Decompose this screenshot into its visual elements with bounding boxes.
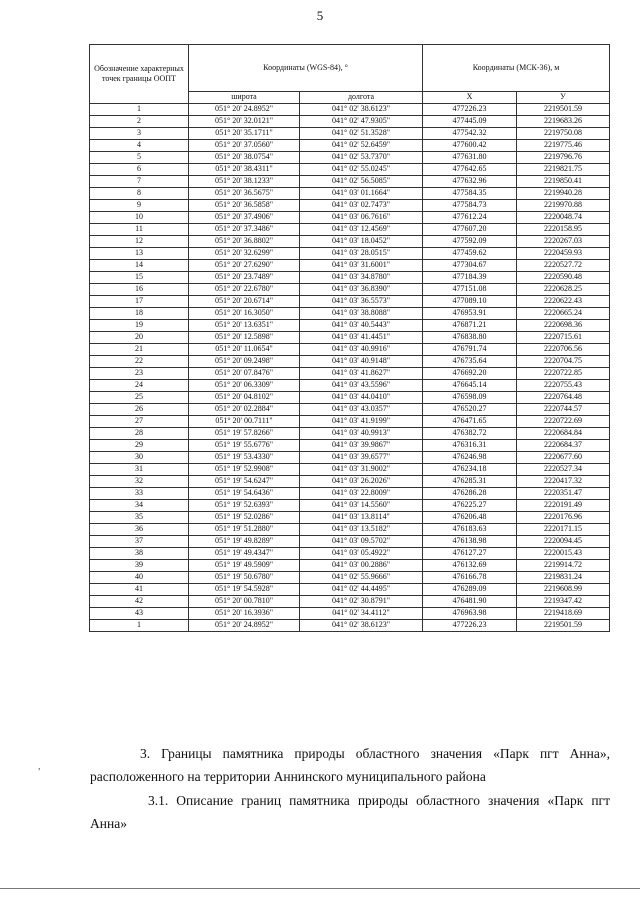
table-row xyxy=(90,608,610,620)
point-number-cell: 39 xyxy=(90,560,189,572)
boundary-coordinates-table xyxy=(89,44,610,632)
table-row xyxy=(90,140,610,152)
latitude-cell: 051° 19' 51.2880" xyxy=(189,524,300,536)
table-row xyxy=(90,476,610,488)
latitude-cell: 051° 20' 20.6714" xyxy=(189,296,300,308)
point-number-cell: 3 xyxy=(90,128,189,140)
latitude-cell: 051° 19' 49.4347" xyxy=(189,548,300,560)
y-coordinate-cell: 2220704.75 xyxy=(517,356,610,368)
table-row xyxy=(90,464,610,476)
table-row xyxy=(90,392,610,404)
latitude-cell: 051° 20' 02.2884" xyxy=(189,404,300,416)
latitude-cell: 051° 19' 53.4330" xyxy=(189,452,300,464)
latitude-cell: 051° 20' 35.1711" xyxy=(189,128,300,140)
latitude-cell: 051° 19' 54.6247" xyxy=(189,476,300,488)
table-row xyxy=(90,164,610,176)
y-coordinate-cell: 2220744.57 xyxy=(517,404,610,416)
point-number-cell: 40 xyxy=(90,572,189,584)
point-number-cell: 35 xyxy=(90,512,189,524)
x-coordinate-cell: 477632.96 xyxy=(423,176,517,188)
table-row xyxy=(90,596,610,608)
latitude-cell: 051° 20' 04.8102" xyxy=(189,392,300,404)
x-coordinate-cell: 476289.09 xyxy=(423,584,517,596)
table-row xyxy=(90,320,610,332)
y-coordinate-cell: 2220417.32 xyxy=(517,476,610,488)
latitude-cell: 051° 19' 49.5909" xyxy=(189,560,300,572)
latitude-cell: 051° 19' 54.5928" xyxy=(189,584,300,596)
latitude-cell: 051° 20' 00.7810" xyxy=(189,596,300,608)
longitude-cell: 041° 03' 41.9199" xyxy=(300,416,423,428)
point-number-cell: 9 xyxy=(90,200,189,212)
latitude-cell: 051° 19' 52.9908" xyxy=(189,464,300,476)
table-body xyxy=(90,104,610,632)
y-coordinate-cell: 2220171.15 xyxy=(517,524,610,536)
x-coordinate-cell: 476481.90 xyxy=(423,596,517,608)
y-coordinate-cell: 2220267.03 xyxy=(517,236,610,248)
table-row xyxy=(90,284,610,296)
y-coordinate-cell: 2219914.72 xyxy=(517,560,610,572)
table-row xyxy=(90,512,610,524)
x-coordinate-cell: 477445.09 xyxy=(423,116,517,128)
latitude-cell: 051° 20' 27.6290" xyxy=(189,260,300,272)
y-coordinate-cell: 2219683.26 xyxy=(517,116,610,128)
latitude-cell: 051° 20' 32.6299" xyxy=(189,248,300,260)
x-coordinate-cell: 476132.69 xyxy=(423,560,517,572)
x-coordinate-cell: 477184.39 xyxy=(423,272,517,284)
longitude-cell: 041° 03' 31.6001" xyxy=(300,260,423,272)
x-coordinate-cell: 477584.35 xyxy=(423,188,517,200)
latitude-cell: 051° 20' 11.0654" xyxy=(189,344,300,356)
header-y: У xyxy=(517,92,610,104)
point-number-cell: 5 xyxy=(90,152,189,164)
table-row xyxy=(90,572,610,584)
latitude-cell: 051° 19' 52.6393" xyxy=(189,500,300,512)
longitude-cell: 041° 03' 05.4922" xyxy=(300,548,423,560)
x-coordinate-cell: 477600.42 xyxy=(423,140,517,152)
table-row xyxy=(90,128,610,140)
y-coordinate-cell: 2219821.75 xyxy=(517,164,610,176)
latitude-cell: 051° 20' 38.0754" xyxy=(189,152,300,164)
y-coordinate-cell: 2220459.93 xyxy=(517,248,610,260)
point-number-cell: 32 xyxy=(90,476,189,488)
x-coordinate-cell: 476183.63 xyxy=(423,524,517,536)
point-number-cell: 42 xyxy=(90,596,189,608)
table-row xyxy=(90,548,610,560)
longitude-cell: 041° 03' 12.4569" xyxy=(300,224,423,236)
y-coordinate-cell: 2220684.37 xyxy=(517,440,610,452)
point-number-cell: 11 xyxy=(90,224,189,236)
x-coordinate-cell: 477542.32 xyxy=(423,128,517,140)
point-number-cell: 38 xyxy=(90,548,189,560)
y-coordinate-cell: 2220191.49 xyxy=(517,500,610,512)
point-number-cell: 29 xyxy=(90,440,189,452)
point-number-cell: 6 xyxy=(90,164,189,176)
latitude-cell: 051° 20' 16.3936" xyxy=(189,608,300,620)
longitude-cell: 041° 03' 31.9002" xyxy=(300,464,423,476)
longitude-cell: 041° 03' 39.9867" xyxy=(300,440,423,452)
point-number-cell: 2 xyxy=(90,116,189,128)
latitude-cell: 051° 20' 32.0121" xyxy=(189,116,300,128)
header-longitude: долгота xyxy=(300,92,423,104)
x-coordinate-cell: 476285.31 xyxy=(423,476,517,488)
point-number-cell: 20 xyxy=(90,332,189,344)
x-coordinate-cell: 476382.72 xyxy=(423,428,517,440)
point-number-cell: 24 xyxy=(90,380,189,392)
longitude-cell: 041° 02' 56.5085" xyxy=(300,176,423,188)
point-number-cell: 12 xyxy=(90,236,189,248)
longitude-cell: 041° 03' 26.2026" xyxy=(300,476,423,488)
latitude-cell: 051° 20' 36.5675" xyxy=(189,188,300,200)
latitude-cell: 051° 19' 54.6436" xyxy=(189,488,300,500)
section-3-heading: 3. Границы памятника природы областного значения «Парк пгт Анна», расположенного на территории Аннинского муниципального района xyxy=(90,746,610,784)
header-msk36: Координаты (МСК-36), м xyxy=(423,45,610,92)
latitude-cell: 051° 20' 37.0560" xyxy=(189,140,300,152)
latitude-cell: 051° 20' 06.3309" xyxy=(189,380,300,392)
y-coordinate-cell: 2220722.69 xyxy=(517,416,610,428)
x-coordinate-cell: 477642.65 xyxy=(423,164,517,176)
table-row xyxy=(90,584,610,596)
point-number-cell: 36 xyxy=(90,524,189,536)
point-number-cell: 25 xyxy=(90,392,189,404)
page-number: 5 xyxy=(316,8,324,23)
x-coordinate-cell: 476138.98 xyxy=(423,536,517,548)
point-number-cell: 16 xyxy=(90,284,189,296)
latitude-cell: 051° 20' 00.7111" xyxy=(189,416,300,428)
latitude-cell: 051° 20' 38.1233" xyxy=(189,176,300,188)
latitude-cell: 051° 20' 36.5858" xyxy=(189,200,300,212)
y-coordinate-cell: 2219940.28 xyxy=(517,188,610,200)
longitude-cell: 041° 02' 55.0245" xyxy=(300,164,423,176)
point-number-cell: 7 xyxy=(90,176,189,188)
table-row xyxy=(90,248,610,260)
table-row xyxy=(90,224,610,236)
x-coordinate-cell: 476598.09 xyxy=(423,392,517,404)
table-row xyxy=(90,176,610,188)
table-row xyxy=(90,332,610,344)
header-point-designation: Обозначение характерных точек границы ООПТ xyxy=(90,45,189,104)
y-coordinate-cell: 2220665.24 xyxy=(517,308,610,320)
y-coordinate-cell: 2219750.08 xyxy=(517,128,610,140)
x-coordinate-cell: 476735.64 xyxy=(423,356,517,368)
point-number-cell: 8 xyxy=(90,188,189,200)
table-row xyxy=(90,260,610,272)
y-coordinate-cell: 2220527.34 xyxy=(517,464,610,476)
y-coordinate-cell: 2219796.76 xyxy=(517,152,610,164)
y-coordinate-cell: 2220048.74 xyxy=(517,212,610,224)
x-coordinate-cell: 476645.14 xyxy=(423,380,517,392)
longitude-cell: 041° 03' 06.7616" xyxy=(300,212,423,224)
x-coordinate-cell: 477226.23 xyxy=(423,620,517,632)
longitude-cell: 041° 03' 14.5560" xyxy=(300,500,423,512)
longitude-cell: 041° 03' 02.7473" xyxy=(300,200,423,212)
latitude-cell: 051° 20' 22.6780" xyxy=(189,284,300,296)
table-row xyxy=(90,536,610,548)
table-row xyxy=(90,344,610,356)
y-coordinate-cell: 2220684.84 xyxy=(517,428,610,440)
latitude-cell: 051° 20' 38.4311" xyxy=(189,164,300,176)
table-row xyxy=(90,416,610,428)
longitude-cell: 041° 02' 44.4495" xyxy=(300,584,423,596)
table-row xyxy=(90,524,610,536)
y-coordinate-cell: 2219418.69 xyxy=(517,608,610,620)
point-number-cell: 30 xyxy=(90,452,189,464)
y-coordinate-cell: 2219608.99 xyxy=(517,584,610,596)
point-number-cell: 17 xyxy=(90,296,189,308)
point-number-cell: 43 xyxy=(90,608,189,620)
table-row xyxy=(90,212,610,224)
section-3-1-heading: 3.1. Описание границ памятника природы областного значения «Парк пгт Анна» xyxy=(90,793,610,831)
x-coordinate-cell: 477607.20 xyxy=(423,224,517,236)
margin-mark: , xyxy=(38,761,41,772)
longitude-cell: 041° 03' 41.8627" xyxy=(300,368,423,380)
point-number-cell: 37 xyxy=(90,536,189,548)
point-number-cell: 26 xyxy=(90,404,189,416)
longitude-cell: 041° 03' 40.9916" xyxy=(300,344,423,356)
latitude-cell: 051° 20' 09.2498" xyxy=(189,356,300,368)
longitude-cell: 041° 03' 40.9148" xyxy=(300,356,423,368)
latitude-cell: 051° 19' 57.8266" xyxy=(189,428,300,440)
longitude-cell: 041° 03' 36.5573" xyxy=(300,296,423,308)
x-coordinate-cell: 476692.20 xyxy=(423,368,517,380)
latitude-cell: 051° 19' 55.6776" xyxy=(189,440,300,452)
point-number-cell: 22 xyxy=(90,356,189,368)
x-coordinate-cell: 476871.21 xyxy=(423,320,517,332)
latitude-cell: 051° 19' 49.8289" xyxy=(189,536,300,548)
longitude-cell: 041° 03' 38.8088" xyxy=(300,308,423,320)
x-coordinate-cell: 476225.27 xyxy=(423,500,517,512)
latitude-cell: 051° 20' 24.8952" xyxy=(189,620,300,632)
x-coordinate-cell: 476316.31 xyxy=(423,440,517,452)
longitude-cell: 041° 03' 44.0410" xyxy=(300,392,423,404)
latitude-cell: 051° 20' 13.6351" xyxy=(189,320,300,332)
y-coordinate-cell: 2220755.43 xyxy=(517,380,610,392)
longitude-cell: 041° 02' 38.6123" xyxy=(300,104,423,116)
x-coordinate-cell: 477151.08 xyxy=(423,284,517,296)
x-coordinate-cell: 476246.98 xyxy=(423,452,517,464)
x-coordinate-cell: 476838.80 xyxy=(423,332,517,344)
y-coordinate-cell: 2220351.47 xyxy=(517,488,610,500)
point-number-cell: 31 xyxy=(90,464,189,476)
longitude-cell: 041° 02' 51.3528" xyxy=(300,128,423,140)
point-number-cell: 14 xyxy=(90,260,189,272)
latitude-cell: 051° 20' 07.8476" xyxy=(189,368,300,380)
x-coordinate-cell: 477459.62 xyxy=(423,248,517,260)
x-coordinate-cell: 476953.91 xyxy=(423,308,517,320)
point-number-cell: 19 xyxy=(90,320,189,332)
y-coordinate-cell: 2220706.56 xyxy=(517,344,610,356)
table-row xyxy=(90,440,610,452)
longitude-cell: 041° 02' 38.6123" xyxy=(300,620,423,632)
x-coordinate-cell: 476471.65 xyxy=(423,416,517,428)
y-coordinate-cell: 2220722.85 xyxy=(517,368,610,380)
x-coordinate-cell: 476127.27 xyxy=(423,548,517,560)
header-wgs84: Координаты (WGS-84), ° xyxy=(189,45,423,92)
y-coordinate-cell: 2220590.48 xyxy=(517,272,610,284)
latitude-cell: 051° 20' 36.8802" xyxy=(189,236,300,248)
longitude-cell: 041° 02' 55.9666" xyxy=(300,572,423,584)
x-coordinate-cell: 476520.27 xyxy=(423,404,517,416)
header-latitude: широта xyxy=(189,92,300,104)
table-row xyxy=(90,200,610,212)
x-coordinate-cell: 477226.23 xyxy=(423,104,517,116)
bottom-divider xyxy=(0,888,640,889)
x-coordinate-cell: 476166.78 xyxy=(423,572,517,584)
y-coordinate-cell: 2219831.24 xyxy=(517,572,610,584)
table-row xyxy=(90,188,610,200)
longitude-cell: 041° 03' 01.1664" xyxy=(300,188,423,200)
longitude-cell: 041° 03' 22.8009" xyxy=(300,488,423,500)
longitude-cell: 041° 03' 00.2886" xyxy=(300,560,423,572)
longitude-cell: 041° 03' 40.9913" xyxy=(300,428,423,440)
y-coordinate-cell: 2220094.45 xyxy=(517,536,610,548)
point-number-cell: 34 xyxy=(90,500,189,512)
latitude-cell: 051° 20' 16.3050" xyxy=(189,308,300,320)
longitude-cell: 041° 02' 53.7370" xyxy=(300,152,423,164)
latitude-cell: 051° 20' 23.7489" xyxy=(189,272,300,284)
table-row xyxy=(90,356,610,368)
latitude-cell: 051° 20' 37.3486" xyxy=(189,224,300,236)
point-number-cell: 21 xyxy=(90,344,189,356)
x-coordinate-cell: 476234.18 xyxy=(423,464,517,476)
point-number-cell: 18 xyxy=(90,308,189,320)
point-number-cell: 4 xyxy=(90,140,189,152)
y-coordinate-cell: 2220176.96 xyxy=(517,512,610,524)
longitude-cell: 041° 03' 36.8390" xyxy=(300,284,423,296)
latitude-cell: 051° 20' 24.8952" xyxy=(189,104,300,116)
table-row xyxy=(90,368,610,380)
longitude-cell: 041° 03' 18.0452" xyxy=(300,236,423,248)
latitude-cell: 051° 20' 12.5898" xyxy=(189,332,300,344)
y-coordinate-cell: 2219970.88 xyxy=(517,200,610,212)
longitude-cell: 041° 02' 52.6459" xyxy=(300,140,423,152)
header-x: X xyxy=(423,92,517,104)
y-coordinate-cell: 2220527.72 xyxy=(517,260,610,272)
longitude-cell: 041° 03' 41.4451" xyxy=(300,332,423,344)
point-number-cell: 41 xyxy=(90,584,189,596)
y-coordinate-cell: 2220158.95 xyxy=(517,224,610,236)
x-coordinate-cell: 477304.67 xyxy=(423,260,517,272)
x-coordinate-cell: 476963.98 xyxy=(423,608,517,620)
longitude-cell: 041° 03' 28.0515" xyxy=(300,248,423,260)
table-row xyxy=(90,500,610,512)
longitude-cell: 041° 03' 39.6577" xyxy=(300,452,423,464)
table-row xyxy=(90,296,610,308)
y-coordinate-cell: 2220628.25 xyxy=(517,284,610,296)
table-row xyxy=(90,152,610,164)
x-coordinate-cell: 476286.28 xyxy=(423,488,517,500)
y-coordinate-cell: 2219850.41 xyxy=(517,176,610,188)
longitude-cell: 041° 03' 43.5596" xyxy=(300,380,423,392)
longitude-cell: 041° 02' 34.4112" xyxy=(300,608,423,620)
x-coordinate-cell: 477089.10 xyxy=(423,296,517,308)
x-coordinate-cell: 476791.74 xyxy=(423,344,517,356)
x-coordinate-cell: 477592.09 xyxy=(423,236,517,248)
y-coordinate-cell: 2220764.48 xyxy=(517,392,610,404)
table-row xyxy=(90,488,610,500)
point-number-cell: 23 xyxy=(90,368,189,380)
point-number-cell: 1 xyxy=(90,620,189,632)
table-row xyxy=(90,236,610,248)
latitude-cell: 051° 19' 52.0286" xyxy=(189,512,300,524)
x-coordinate-cell: 476206.48 xyxy=(423,512,517,524)
point-number-cell: 28 xyxy=(90,428,189,440)
longitude-cell: 041° 03' 34.8780" xyxy=(300,272,423,284)
longitude-cell: 041° 03' 13.8114" xyxy=(300,512,423,524)
table-row xyxy=(90,380,610,392)
y-coordinate-cell: 2219501.59 xyxy=(517,620,610,632)
x-coordinate-cell: 477584.73 xyxy=(423,200,517,212)
y-coordinate-cell: 2220698.36 xyxy=(517,320,610,332)
longitude-cell: 041° 03' 43.0357" xyxy=(300,404,423,416)
table-row xyxy=(90,104,610,116)
x-coordinate-cell: 477631.80 xyxy=(423,152,517,164)
point-number-cell: 33 xyxy=(90,488,189,500)
y-coordinate-cell: 2220715.61 xyxy=(517,332,610,344)
point-number-cell: 13 xyxy=(90,248,189,260)
longitude-cell: 041° 02' 30.8791" xyxy=(300,596,423,608)
longitude-cell: 041° 03' 40.5443" xyxy=(300,320,423,332)
latitude-cell: 051° 19' 50.6780" xyxy=(189,572,300,584)
table-row xyxy=(90,404,610,416)
point-number-cell: 10 xyxy=(90,212,189,224)
table-row xyxy=(90,308,610,320)
table-row xyxy=(90,272,610,284)
x-coordinate-cell: 477612.24 xyxy=(423,212,517,224)
y-coordinate-cell: 2219347.42 xyxy=(517,596,610,608)
table-row xyxy=(90,116,610,128)
longitude-cell: 041° 03' 13.5182" xyxy=(300,524,423,536)
point-number-cell: 27 xyxy=(90,416,189,428)
point-number-cell: 1 xyxy=(90,104,189,116)
y-coordinate-cell: 2219775.46 xyxy=(517,140,610,152)
table-row xyxy=(90,428,610,440)
y-coordinate-cell: 2220622.43 xyxy=(517,296,610,308)
longitude-cell: 041° 03' 09.5702" xyxy=(300,536,423,548)
y-coordinate-cell: 2220677.60 xyxy=(517,452,610,464)
table-row xyxy=(90,560,610,572)
latitude-cell: 051° 20' 37.4906" xyxy=(189,212,300,224)
table-row xyxy=(90,452,610,464)
point-number-cell: 15 xyxy=(90,272,189,284)
y-coordinate-cell: 2220015.43 xyxy=(517,548,610,560)
longitude-cell: 041° 02' 47.9305" xyxy=(300,116,423,128)
table-row xyxy=(90,620,610,632)
y-coordinate-cell: 2219501.59 xyxy=(517,104,610,116)
